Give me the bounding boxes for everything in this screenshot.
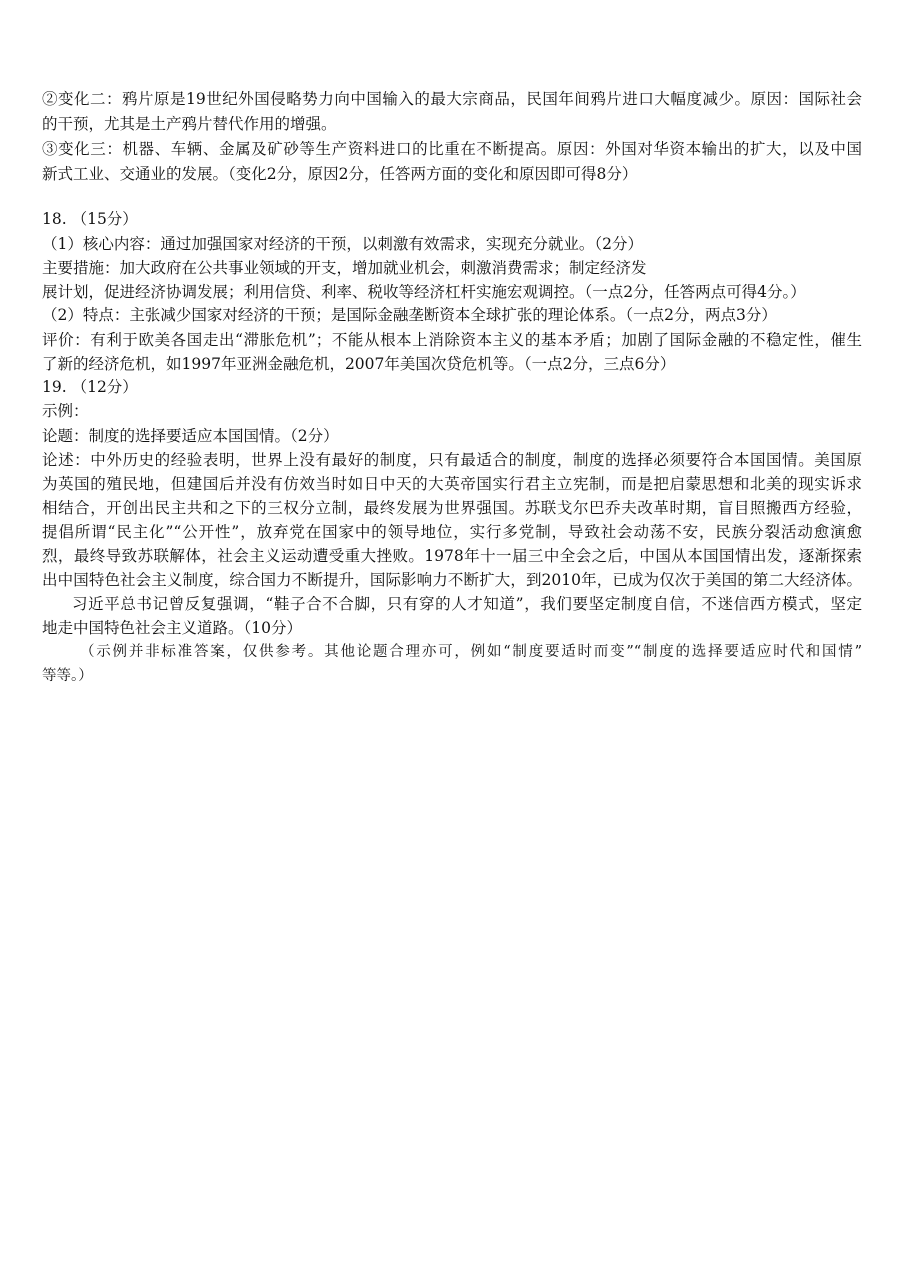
text-line: 出中国特色社会主义制度，综合国力不断提升，国际影响力不断扩大，到2010年，已成为仅次于美国的第二大经济体。 [42,571,862,589]
text-line: 示例： [42,402,89,420]
text-line: 地走中国特色社会主义道路。（10分） [42,619,302,637]
text-line: 新式工业、交通业的发展。（变化2分，原因2分，任答两方面的变化和原因即可得8分） [42,165,638,183]
text-line: 的干预，尤其是土产鸦片替代作用的增强。 [42,115,337,133]
text-line: 习近平总书记曾反复强调，“鞋子合不合脚，只有穿的人才知道”，我们要坚定制度自信，不迷信西方模式，坚定 [72,595,862,613]
text-line: 论述：中外历史的经验表明，世界上没有最好的制度，只有最适合的制度，制度的选择必须要符合本国国情。美国原 [42,451,862,469]
thesis-line: 论题：制度的选择要适应本国国情。（2分） [42,427,339,445]
text-line: 主要措施：加大政府在公共事业领域的开支，增加就业机会，刺激消费需求；制定经济发 [42,259,647,277]
text-line: 提倡所谓“民主化”“公开性”，放弃党在国家中的领导地位，实行多党制，导致社会动荡不安，民族分裂活动愈演愈 [42,523,862,541]
text-line: （1）核心内容：通过加强国家对经济的干预，以刺激有效需求，实现充分就业。（2分） [42,235,643,253]
text-line: 烈，最终导致苏联解体，社会主义运动遭受重大挫败。1978年十一届三中全会之后，中国从本国国情出发，逐渐探索 [42,547,862,565]
text-line: 了新的经济危机，如1997年亚洲金融危机，2007年美国次贷危机等。（一点2分，三点6分） [42,355,676,373]
text-line: 评价：有利于欧美各国走出“滞胀危机”；不能从根本上消除资本主义的基本矛盾；加剧了国际金融的不稳定性，催生 [42,331,862,349]
note-line: （示例并非标准答案，仅供参考。其他论题合理亦可，例如“制度要适时而变”“制度的选择要适应时代和国情” [80,644,862,660]
text-line: ③变化三：机器、车辆、金属及矿砂等生产资料进口的比重在不断提高。原因：外国对华资本输出的扩大，以及中国 [42,140,862,158]
text-line: 相结合，开创出民主共和之下的三权分立制，最终发展为世界强国。苏联戈尔巴乔夫改革时期，盲目照搬西方经验， [42,499,862,517]
text-line: ②变化二：鸦片原是19世纪外国侵略势力向中国输入的最大宗商品，民国年间鸦片进口大幅度减少。原因：国际社会 [42,90,862,108]
note-line: 等等。） [42,668,93,684]
question-heading: 19. （12分） [42,378,138,396]
text-line: 为英国的殖民地，但建国后并没有仿效当时如日中天的大英帝国实行君主立宪制，而是把启蒙思想和北美的现实诉求 [42,475,862,493]
text-line: （2）特点：主张减少国家对经济的干预；是国际金融垄断资本全球扩张的理论体系。（一点2分，两点3分） [42,306,777,324]
text-line: 展计划，促进经济协调发展；利用信贷、利率、税收等经济杠杆实施宏观调控。（一点2分，任答两点可得4分。） [42,283,806,301]
question-heading: 18. （15分） [42,210,138,228]
